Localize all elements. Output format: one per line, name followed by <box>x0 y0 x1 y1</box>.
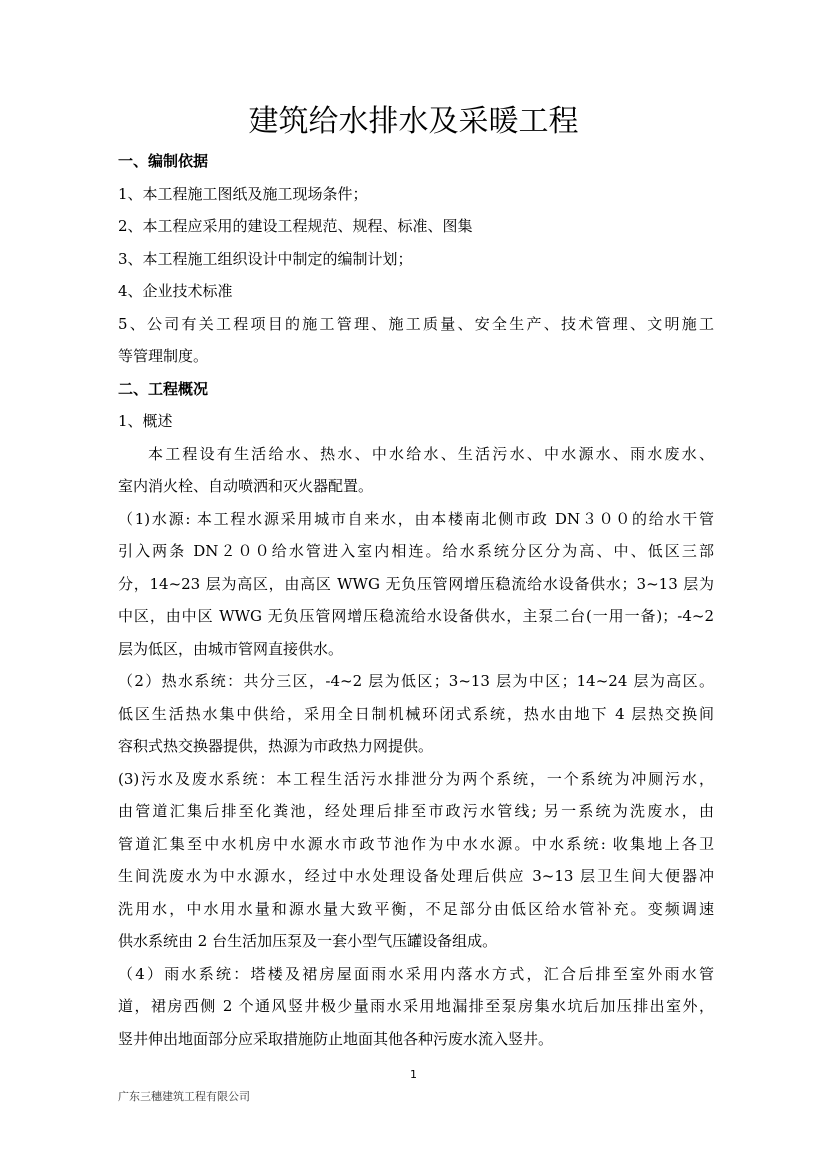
text-line: 室内消火栓、自动喷洒和灭火器配置。 <box>118 477 374 495</box>
text-line: 3、本工程施工组织设计中制定的编制计划； <box>118 249 413 268</box>
text-line: 道，裙房西侧 2 个通风竖井极少量雨水采用地漏排至泵房集水坑后加压排出室外， <box>118 997 714 1015</box>
section-heading: 一、编制依据 <box>118 152 209 170</box>
document-title: 建筑给水排水及采暖工程 <box>248 104 579 139</box>
text-line: 竖井伸出地面部分应采取措施防止地面其他各种污废水流入竖井。 <box>118 1029 554 1048</box>
section-heading: 二、工程概况 <box>118 379 209 398</box>
text-line: 生间洗废水为中水源水，经过中水处理设备处理后供应 3~13 层卫生间大便器冲 <box>118 867 714 885</box>
text-line: 供水系统由 2 台生活加压泵及一套小型气压罐设备组成。 <box>118 932 498 950</box>
text-line: 1、本工程施工图纸及施工现场条件； <box>118 184 368 203</box>
text-line: 5、公司有关工程项目的施工管理、施工质量、安全生产、技术管理、文明施工 <box>118 314 714 333</box>
text-line: (3)污水及废水系统：本工程生活污水排泄分为两个系统，一个系统为冲厕污水， <box>118 769 714 788</box>
text-line: 由管道汇集后排至化粪池，经处理后排至市政污水管线; 另一系统为洗废水，由 <box>118 802 714 820</box>
text-line: 2、本工程应采用的建设工程规范、规程、标准、图集 <box>118 217 473 235</box>
text-line: 1、概述 <box>118 412 173 430</box>
text-line: 引入两条 DN２００给水管进入室内相连。给水系统分区分为高、中、低区三部 <box>118 542 714 560</box>
text-line: 本工程设有生活给水、热水、中水给水、生活污水、中水源水、雨水废水、 <box>148 444 714 463</box>
text-line: （4）雨水系统：塔楼及裙房屋面雨水采用内落水方式，汇合后排至室外雨水管 <box>118 964 714 983</box>
text-line: 分，14~23 层为高区，由高区 WWG 无负压管网增压稳流给水设备供水；3~13 层为 <box>118 574 714 593</box>
text-line: 4、企业技术标准 <box>118 282 233 300</box>
text-line: 洗用水，中水用水量和源水量大致平衡，不足部分由低区给水管补充。变频调速 <box>118 899 714 918</box>
page-number: 1 <box>410 1068 417 1081</box>
text-line: 低区生活热水集中供给，采用全日制机械环闭式系统，热水由地下 4 层热交换间 <box>118 704 714 723</box>
text-line: （1)水源: 本工程水源采用城市自来水，由本楼南北侧市政 DN３００的给水干管 <box>118 509 714 528</box>
footer-company: 广东三穗建筑工程有限公司 <box>118 1090 250 1103</box>
text-line: 中区，由中区 WWG 无负压管网增压稳流给水设备供水，主泵二台(一用一备)；-4~2 <box>118 607 714 625</box>
document-body <box>118 145 714 1055</box>
text-line: （2）热水系统：共分三区，-4~2 层为低区；3~13 层为中区；14~24 层为高区。 <box>118 672 714 690</box>
text-line: 管道汇集至中水机房中水源水市政节池作为中水水源。中水系统: 收集地上各卫 <box>118 834 714 853</box>
text-line: 层为低区，由城市管网直接供水。 <box>118 639 344 658</box>
text-line: 容积式热交换器提供，热源为市政热力网提供。 <box>118 737 434 755</box>
text-line: 等管理制度。 <box>118 347 209 365</box>
